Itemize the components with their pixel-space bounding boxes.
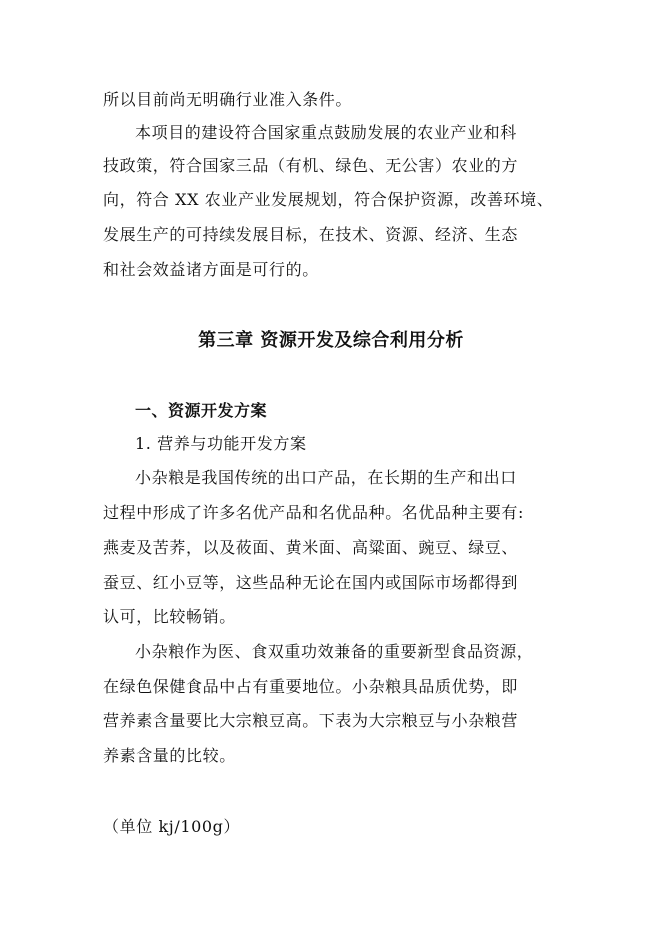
intro-line-2: 本项目的建设符合国家重点鼓励发展的农业产业和科 <box>135 123 517 142</box>
varieties-line-2: 过程中形成了许多名优产品和名优品种。名优品种主要有: <box>103 503 524 522</box>
varieties-line-3: 燕麦及苦荞，以及莜面、黄米面、高粱面、豌豆、绿豆、 <box>103 538 519 557</box>
intro-line-4: 向，符合 XX 农业产业发展规划，符合保护资源，改善环境、 <box>103 190 554 209</box>
nutrition-line-1: 小杂粮作为医、食双重功效兼备的重要新型食品资源， <box>135 642 534 661</box>
intro-line-1: 所以目前尚无明确行业准入条件。 <box>103 90 353 109</box>
nutrition-line-2: 在绿色保健食品中占有重要地位。小杂粮具品质优势，即 <box>103 677 519 696</box>
varieties-line-4: 蚕豆、红小豆等，这些品种无论在国内或国际市场都得到 <box>103 573 519 592</box>
intro-line-3: 技政策，符合国家三品（有机、绿色、无公害）农业的方 <box>103 156 519 175</box>
unit-note: （单位 kj/100g） <box>103 817 241 836</box>
subsection-title: 1. 营养与功能开发方案 <box>135 434 307 453</box>
intro-line-5: 发展生产的可持续发展目标，在技术、资源、经济、生态 <box>103 225 519 244</box>
nutrition-line-4: 养素含量的比较。 <box>103 746 236 765</box>
section-title: 一、资源开发方案 <box>135 401 268 420</box>
nutrition-line-3: 营养素含量要比大宗粮豆高。下表为大宗粮豆与小杂粮营 <box>103 711 519 730</box>
chapter-title: 第三章 资源开发及综合利用分析 <box>198 330 464 351</box>
intro-line-6: 和社会效益诸方面是可行的。 <box>103 260 319 279</box>
varieties-line-5: 认可，比较畅销。 <box>103 607 236 626</box>
varieties-line-1: 小杂粮是我国传统的出口产品，在长期的生产和出口 <box>135 468 517 487</box>
